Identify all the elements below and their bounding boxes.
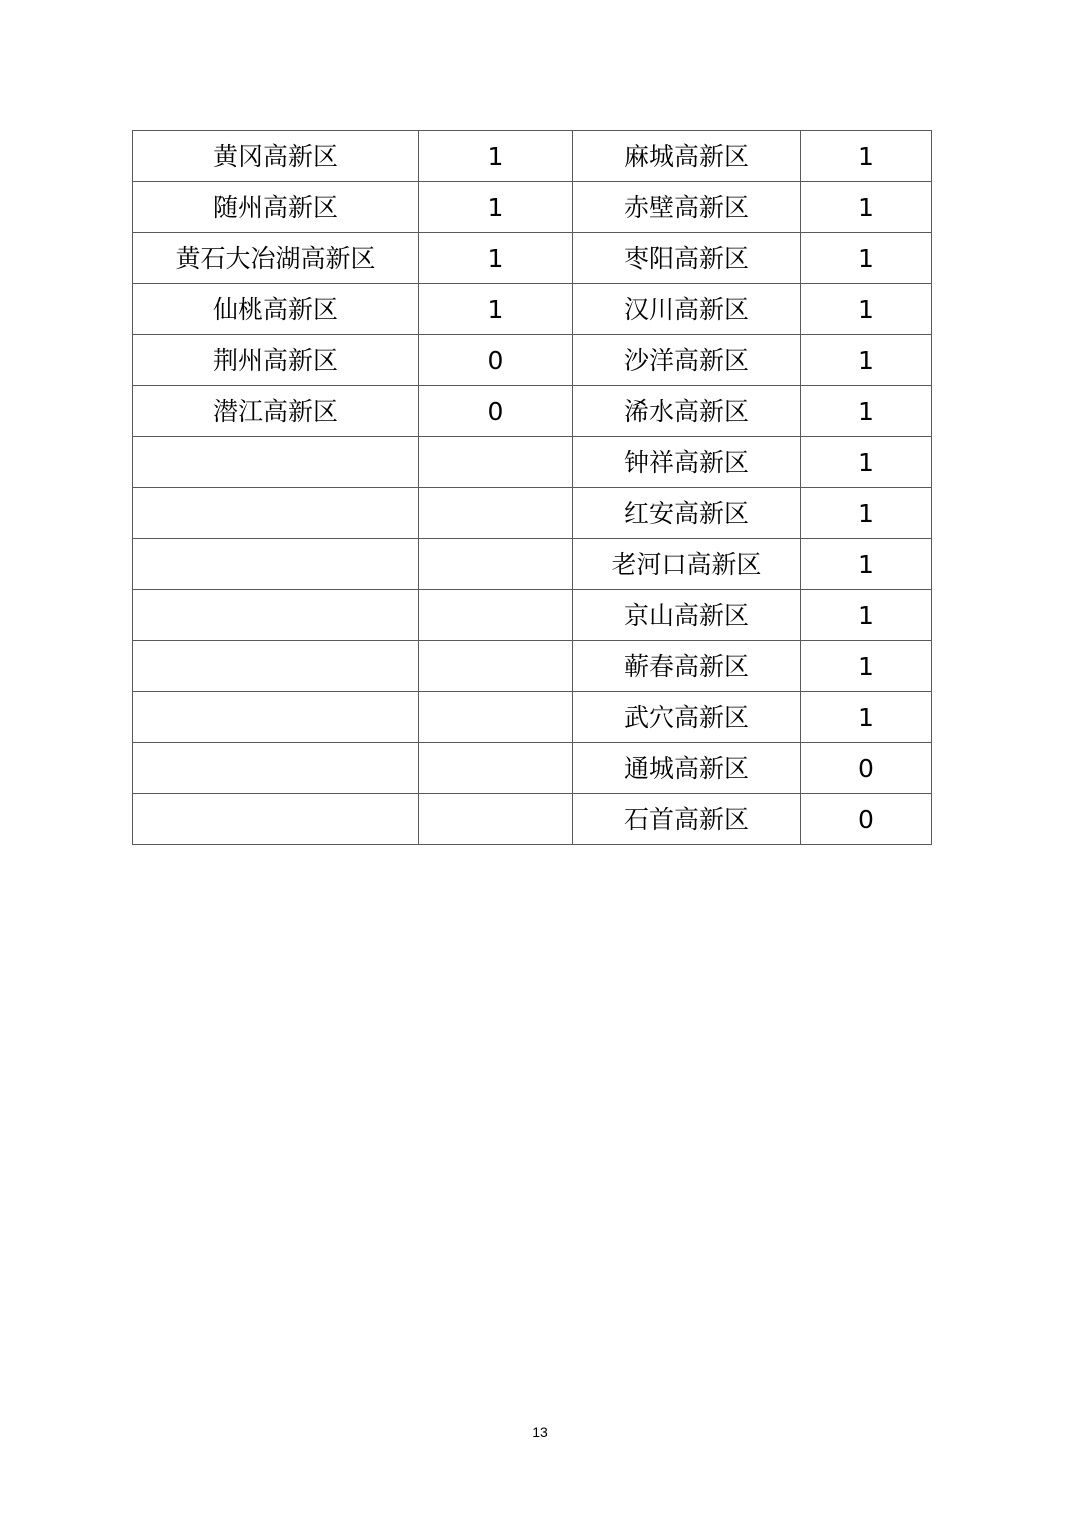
zone-name-right-cell: 赤壁高新区 <box>573 182 801 233</box>
zone-name-right-cell: 钟祥高新区 <box>573 437 801 488</box>
zone-name-left-cell <box>133 692 419 743</box>
zone-name-right-cell: 石首高新区 <box>573 794 801 845</box>
zone-name-left-cell: 随州高新区 <box>133 182 419 233</box>
zone-name-left-cell <box>133 641 419 692</box>
zone-count-left-cell <box>419 743 573 794</box>
page-number: 13 <box>532 1424 548 1440</box>
zone-name-left-cell <box>133 539 419 590</box>
zone-count-right-cell: 1 <box>801 590 932 641</box>
zone-count-left-cell: 0 <box>419 335 573 386</box>
zone-count-right-cell: 1 <box>801 182 932 233</box>
zone-name-left-cell <box>133 743 419 794</box>
zone-count-right-cell: 1 <box>801 539 932 590</box>
zone-count-left-cell <box>419 641 573 692</box>
table-row <box>133 335 932 386</box>
table-row <box>133 488 932 539</box>
zone-name-right-cell: 通城高新区 <box>573 743 801 794</box>
zone-name-left-cell <box>133 794 419 845</box>
zone-name-right-cell: 浠水高新区 <box>573 386 801 437</box>
table-row <box>133 692 932 743</box>
table-row <box>133 131 932 182</box>
zone-name-left-cell: 潜江高新区 <box>133 386 419 437</box>
zone-name-right-cell: 沙洋高新区 <box>573 335 801 386</box>
zone-count-left-cell: 1 <box>419 182 573 233</box>
zone-count-right-cell: 0 <box>801 743 932 794</box>
table-row <box>133 794 932 845</box>
zone-count-left-cell: 1 <box>419 131 573 182</box>
zone-count-left-cell: 1 <box>419 233 573 284</box>
table-row <box>133 539 932 590</box>
zone-count-right-cell: 1 <box>801 641 932 692</box>
zone-count-left-cell <box>419 539 573 590</box>
zone-count-right-cell: 1 <box>801 488 932 539</box>
zone-name-right-cell: 武穴高新区 <box>573 692 801 743</box>
zone-name-left-cell <box>133 488 419 539</box>
table-row <box>133 386 932 437</box>
zone-name-right-cell: 蕲春高新区 <box>573 641 801 692</box>
zone-count-right-cell: 0 <box>801 794 932 845</box>
zone-name-left-cell <box>133 590 419 641</box>
zone-name-right-cell: 京山高新区 <box>573 590 801 641</box>
zone-count-left-cell <box>419 590 573 641</box>
zone-count-left-cell <box>419 794 573 845</box>
table-row <box>133 284 932 335</box>
zone-count-left-cell <box>419 692 573 743</box>
zone-name-right-cell: 红安高新区 <box>573 488 801 539</box>
zone-count-right-cell: 1 <box>801 335 932 386</box>
table-row <box>133 437 932 488</box>
zone-count-right-cell: 1 <box>801 437 932 488</box>
zone-name-right-cell: 麻城高新区 <box>573 131 801 182</box>
zone-count-right-cell: 1 <box>801 284 932 335</box>
zone-count-left-cell <box>419 437 573 488</box>
zone-name-right-cell: 汉川高新区 <box>573 284 801 335</box>
zone-count-left-cell: 0 <box>419 386 573 437</box>
zone-name-left-cell: 黄石大冶湖高新区 <box>133 233 419 284</box>
table-row <box>133 590 932 641</box>
zone-name-left-cell: 仙桃高新区 <box>133 284 419 335</box>
zone-count-right-cell: 1 <box>801 386 932 437</box>
table-row <box>133 182 932 233</box>
zone-count-right-cell: 1 <box>801 131 932 182</box>
zone-count-left-cell: 1 <box>419 284 573 335</box>
zone-name-left-cell <box>133 437 419 488</box>
zone-count-right-cell: 1 <box>801 233 932 284</box>
zone-count-right-cell: 1 <box>801 692 932 743</box>
table-row <box>133 233 932 284</box>
zone-name-right-cell: 老河口高新区 <box>573 539 801 590</box>
table-row <box>133 641 932 692</box>
zone-name-left-cell: 黄冈高新区 <box>133 131 419 182</box>
zone-name-right-cell: 枣阳高新区 <box>573 233 801 284</box>
zone-name-left-cell: 荆州高新区 <box>133 335 419 386</box>
table-body <box>133 131 932 845</box>
zone-count-left-cell <box>419 488 573 539</box>
table-row <box>133 743 932 794</box>
zones-table <box>132 130 932 845</box>
